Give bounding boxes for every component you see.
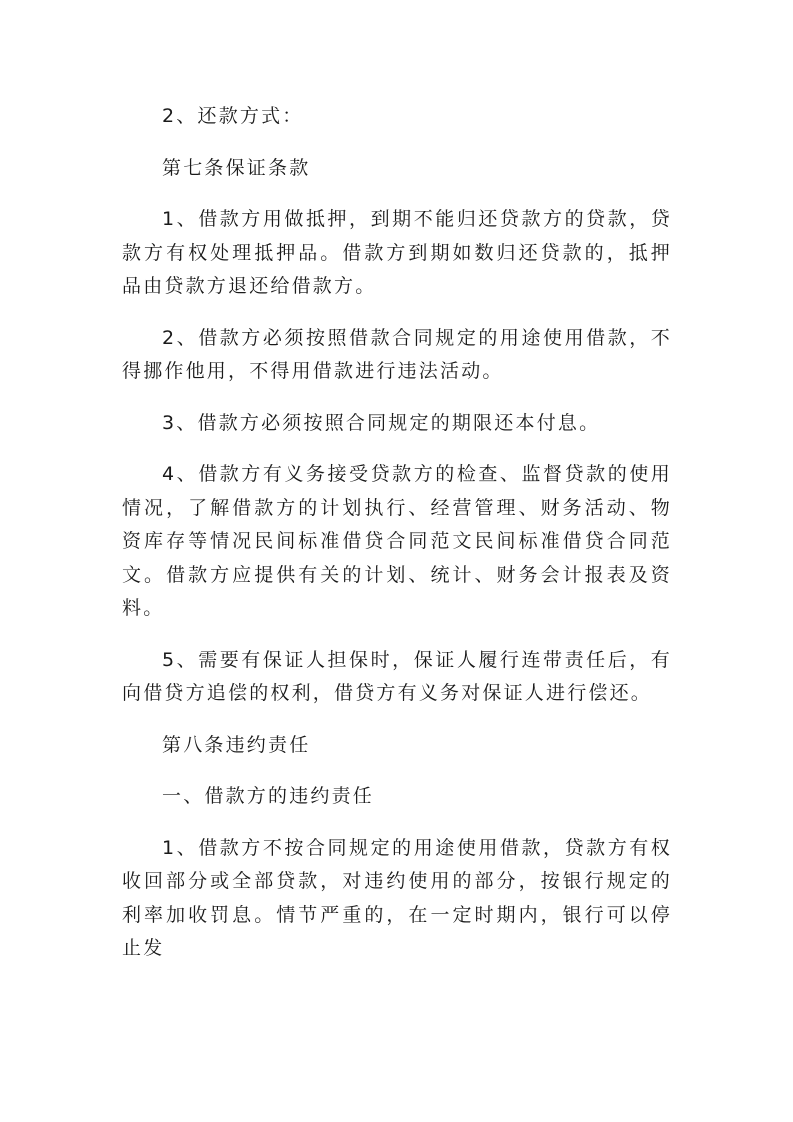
guarantee-clause-1: 1、借款方用做抵押，到期不能归还贷款方的贷款，贷款方有权处理抵押品。借款方到期如数归还贷款的，抵押品由贷款方退还给借款方。 xyxy=(122,208,672,297)
guarantee-clause-5: 5、需要有保证人担保时，保证人履行连带责任后，有向借贷方追偿的权利，借贷方有义务对保证人进行偿还。 xyxy=(122,648,672,704)
borrower-liability-heading: 一、借款方的违约责任 xyxy=(162,785,375,807)
guarantee-clause-4: 4、借款方有义务接受贷款方的检查、监督贷款的使用情况，了解借款方的计划执行、经营管理、财务活动、物资库存等情况民间标准借贷合同范文民间标准借贷合同范文。借款方应提供有关的计划、统计、财务会计报表及资料。 xyxy=(122,463,672,619)
article-7-heading: 第七条保证条款 xyxy=(162,156,311,179)
article-8-heading: 第八条违约责任 xyxy=(162,733,311,756)
repayment-method-item: 2、还款方式： xyxy=(162,105,304,127)
guarantee-clause-2: 2、借款方必须按照借款合同规定的用途使用借款，不得挪作他用，不得用借款进行违法活动。 xyxy=(122,326,672,382)
document-body xyxy=(122,100,672,984)
liability-clause-1: 1、借款方不按合同规定的用途使用借款，贷款方有权收回部分或全部贷款，对违约使用的部分，按银行规定的利率加收罚息。情节严重的，在一定时期内，银行可以停止发 xyxy=(122,836,672,959)
guarantee-clause-3: 3、借款方必须按照合同规定的期限还本付息。 xyxy=(162,411,601,434)
